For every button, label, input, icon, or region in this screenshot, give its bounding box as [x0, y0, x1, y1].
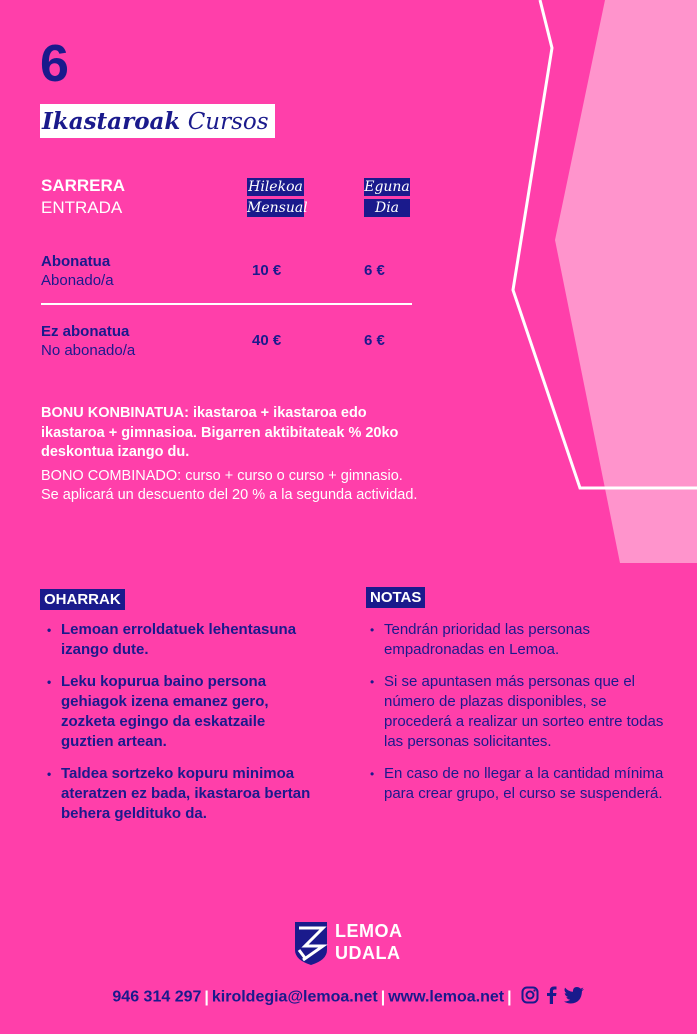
- contact-footer: [0, 986, 697, 1009]
- website-link[interactable]: www.lemoa.net: [388, 988, 505, 1006]
- column-monthly-eu: Hilekoa: [248, 179, 303, 195]
- section-title: [40, 104, 275, 138]
- price-day: 6 €: [364, 262, 385, 279]
- column-day-eu: Eguna: [364, 179, 410, 195]
- price-monthly: 40 €: [252, 332, 282, 349]
- table-row-label: [41, 322, 135, 360]
- row-label-eu: Abonatua: [41, 253, 111, 270]
- lemoa-shield-logo: [293, 920, 329, 966]
- list-item: • Si se apuntasen más personas que el número de plazas disponibles, se procederá a realizar un sorteo entre todas las personas solicitantes.: [366, 672, 666, 752]
- row-label-es: Abonado/a: [41, 272, 114, 289]
- row-label-es: No abonado/a: [41, 342, 136, 359]
- table-row-label: [41, 252, 114, 290]
- list-item: • Lemoan erroldatuek lehentasuna izango dute.: [43, 620, 313, 660]
- column-header-day: [364, 178, 410, 220]
- column-monthly-es: Mensual: [247, 200, 308, 216]
- footer-separator: |: [380, 988, 386, 1006]
- instagram-icon[interactable]: [521, 986, 539, 1009]
- notes-list-eu: [43, 620, 313, 836]
- list-item: • Leku kopurua baino persona gehiagok izena emanez gero, zozketa egingo da eskatzaile guztien artean.: [43, 672, 313, 752]
- logo-line1: LEMOA: [335, 921, 403, 941]
- title-spanish: Cursos: [187, 109, 269, 135]
- email-link[interactable]: kiroldegia@lemoa.net: [211, 988, 378, 1006]
- notes-list-es: [366, 620, 666, 816]
- column-header-monthly: [247, 178, 308, 220]
- entry-header: [41, 175, 125, 219]
- column-day-es: Dia: [364, 199, 410, 217]
- page-number: 6: [40, 35, 69, 93]
- footer-separator: |: [507, 988, 512, 1006]
- list-item: • Taldea sortzeko kopuru minimoa ateratzen ez bada, ikastaroa bertan behera geldituko da.: [43, 764, 313, 824]
- table-divider: [41, 303, 412, 305]
- price-day: 6 €: [364, 332, 385, 349]
- logo-line2: UDALA: [335, 943, 401, 963]
- row-label-eu: Ez abonatua: [41, 323, 130, 340]
- title-basque: Ikastaroak: [42, 108, 181, 135]
- footer-separator: |: [204, 988, 209, 1006]
- notes-heading-es: NOTAS: [366, 587, 425, 608]
- phone-number[interactable]: 946 314 297: [112, 988, 202, 1006]
- bonus-text-eu: BONU KONBINATUA: ikastaroa + ikastaroa edo ikastaroa + gimnasioa. Bigarren aktibitateak % 20ko deskontua izango du.: [41, 405, 399, 460]
- entry-label-es: ENTRADA: [41, 198, 123, 217]
- price-monthly: 10 €: [252, 262, 282, 279]
- list-item: • Tendrán prioridad las personas empadronadas en Lemoa.: [366, 620, 666, 660]
- logo-text: [335, 920, 403, 964]
- facebook-icon[interactable]: [545, 986, 557, 1009]
- combined-bonus: [41, 404, 421, 506]
- notes-heading-eu: OHARRAK: [40, 589, 125, 610]
- twitter-icon[interactable]: [563, 986, 585, 1009]
- bonus-text-es: BONO COMBINADO: curso + curso o curso + gimnasio. Se aplicará un descuento del 20 % a la segunda actividad.: [41, 467, 418, 503]
- list-item: • En caso de no llegar a la cantidad mínima para crear grupo, el curso se suspenderá.: [366, 764, 666, 804]
- entry-label-eu: SARRERA: [41, 176, 126, 195]
